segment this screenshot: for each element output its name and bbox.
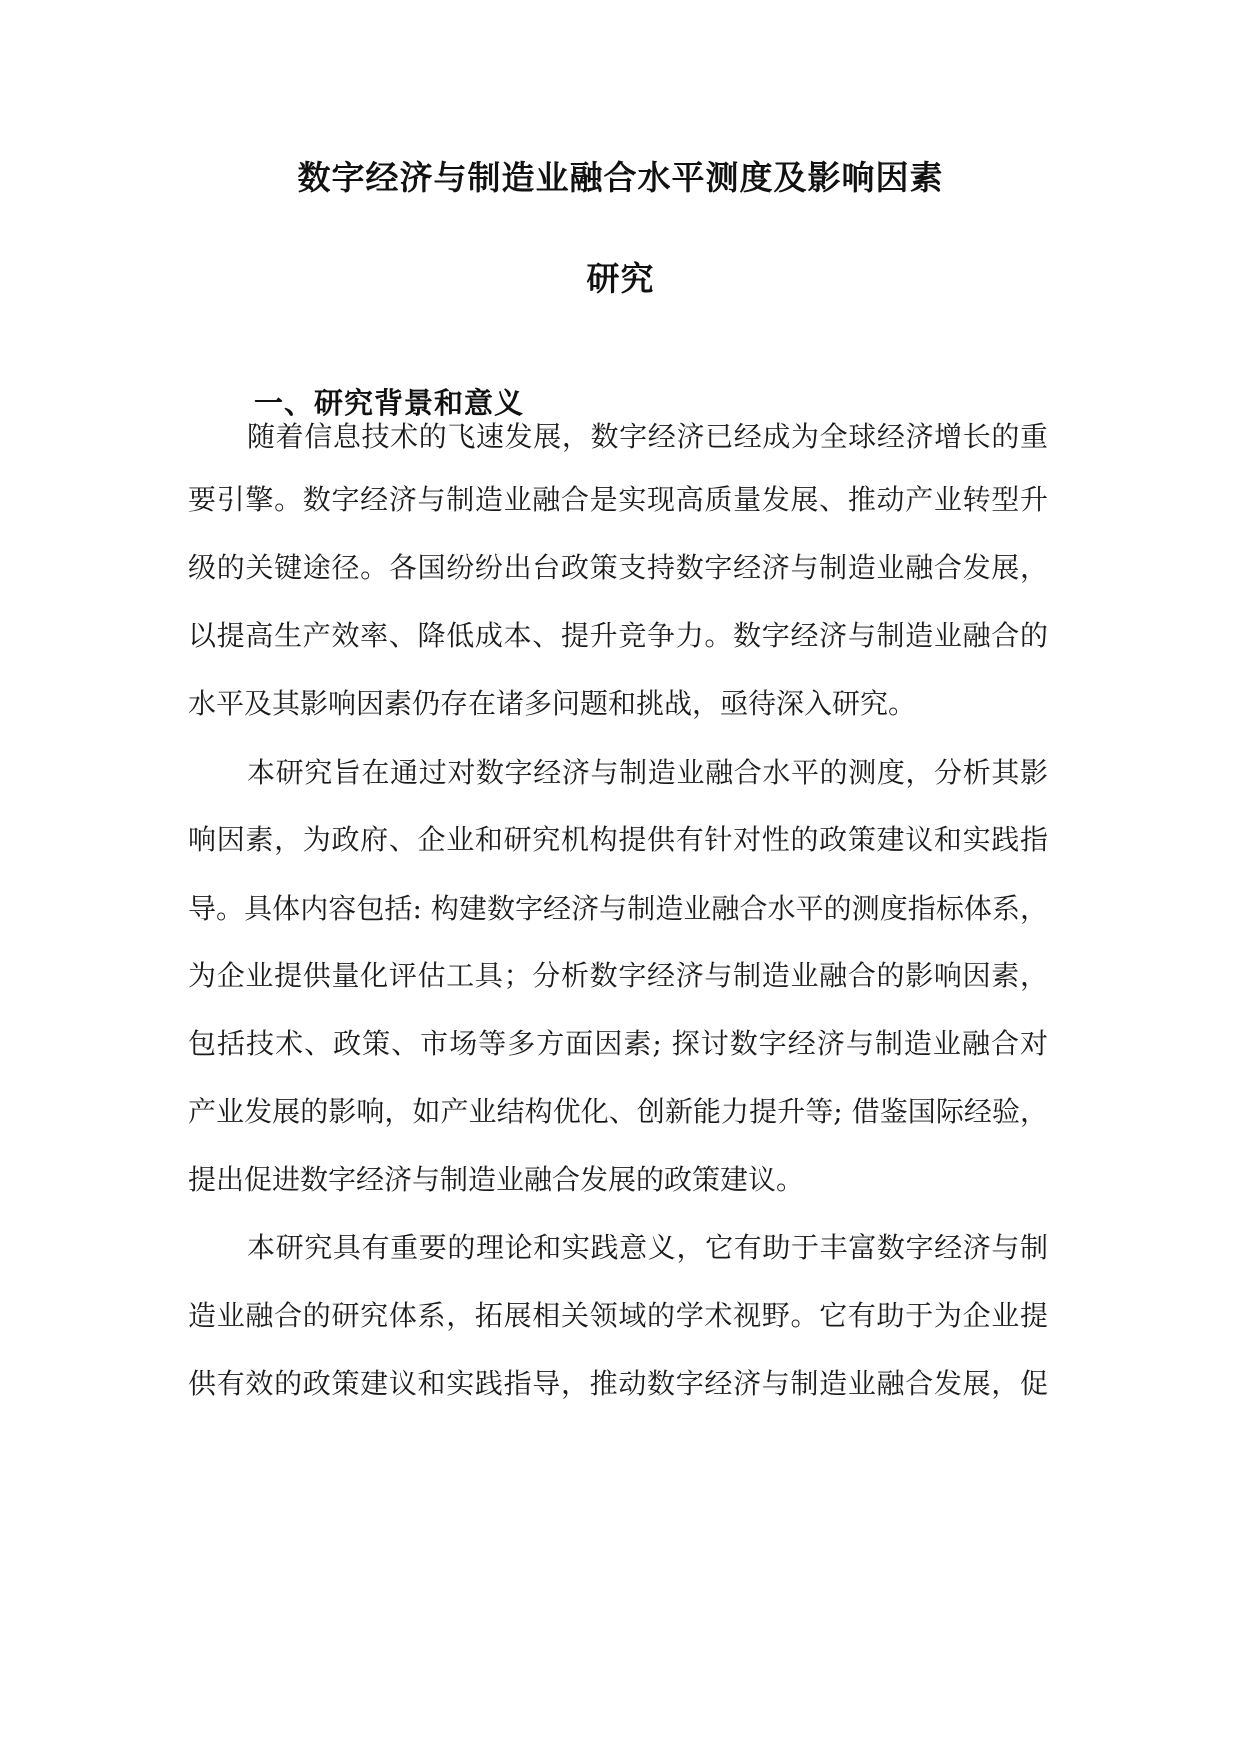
paragraph-line: 响因素，为政府、企业和研究机构提供有针对性的政策建议和实践指 [188, 823, 1048, 856]
paragraph-line: 级的关键途径。各国纷纷出台政策支持数字经济与制造业融合发展， [188, 551, 1048, 584]
section-heading: 一、研究背景和意义 [254, 386, 525, 420]
paragraph-line: 提出促进数字经济与制造业融合发展的政策建议。 [188, 1163, 805, 1196]
paragraph-line: 造业融合的研究体系，拓展相关领域的学术视野。它有助于为企业提 [188, 1299, 1048, 1332]
paragraph-line: 本研究旨在通过对数字经济与制造业融合水平的测度，分析其影 [247, 756, 1048, 789]
paragraph-line: 以提高生产效率、降低成本、提升竞争力。数字经济与制造业融合的 [188, 619, 1048, 652]
document-title-line-2: 研究 [586, 259, 655, 298]
paragraph-line: 水平及其影响因素仍存在诸多问题和挑战，亟待深入研究。 [188, 687, 917, 720]
paragraph-line: 要引擎。数字经济与制造业融合是实现高质量发展、推动产业转型升 [188, 483, 1048, 516]
paragraph-line: 供有效的政策建议和实践指导，推动数字经济与制造业融合发展，促 [188, 1367, 1048, 1400]
paragraph-line: 为企业提供量化评估工具；分析数字经济与制造业融合的影响因素， [188, 959, 1048, 992]
paragraph-line: 导。具体内容包括: 构建数字经济与制造业融合水平的测度指标体系， [188, 892, 1048, 925]
paragraph-line: 随着信息技术的飞速发展，数字经济已经成为全球经济增长的重 [247, 420, 1048, 453]
document-title-line-1: 数字经济与制造业融合水平测度及影响因素 [297, 158, 944, 197]
paragraph-line: 本研究具有重要的理论和实践意义，它有助于丰富数字经济与制 [247, 1231, 1048, 1264]
paragraph-line: 产业发展的影响，如产业结构优化、创新能力提升等; 借鉴国际经验， [188, 1095, 1048, 1128]
paragraph-line: 包括技术、政策、市场等多方面因素; 探讨数字经济与制造业融合对 [188, 1027, 1048, 1060]
